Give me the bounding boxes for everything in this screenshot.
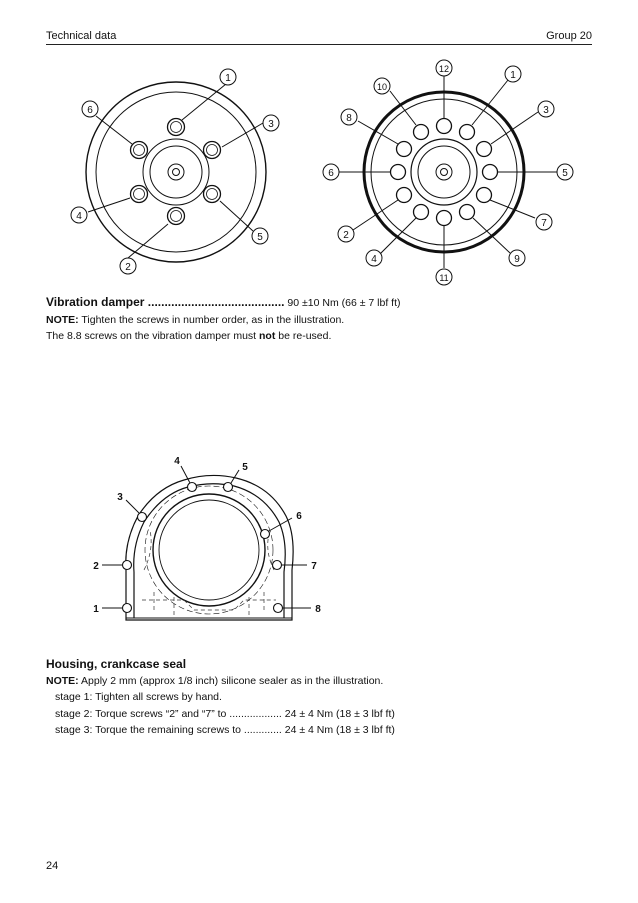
housing-bolt-6 xyxy=(261,530,270,539)
page-header xyxy=(46,30,592,42)
housing-label-6: 6 xyxy=(296,511,302,522)
damper6-label-1: 1 xyxy=(225,73,231,84)
header-group-label: Group 20 xyxy=(546,30,592,42)
housing-stage-3: stage 3: Torque the remaining screws to ............. 24 ± 4 Nm (18 ± 3 lbf ft) xyxy=(55,724,395,736)
housing-bore xyxy=(153,494,265,606)
housing-label-8: 8 xyxy=(315,604,321,615)
housing-title: Housing, crankcase seal xyxy=(46,657,187,671)
bolt-4 xyxy=(131,186,148,203)
housing-label-4: 4 xyxy=(174,456,180,467)
damper12-label-6: 6 xyxy=(328,168,334,179)
note-label: NOTE: xyxy=(46,313,79,326)
bolt-1 xyxy=(168,119,185,136)
bolt12-1 xyxy=(460,125,475,140)
bolt12-3 xyxy=(477,142,492,157)
damper-outer-rim xyxy=(86,82,266,262)
damper-inner-rim xyxy=(96,92,256,252)
bolt-2 xyxy=(168,208,185,225)
vibration-damper-leader: ......................................... xyxy=(144,295,285,309)
bolt12-11 xyxy=(437,211,452,226)
reuse-text-bold: not xyxy=(259,330,276,342)
housing-bolt-2 xyxy=(123,561,132,570)
bolt12-8 xyxy=(397,142,412,157)
housing-figure xyxy=(84,450,334,630)
housing-section xyxy=(46,656,598,739)
vibration-damper-title: Vibration damper xyxy=(46,295,145,309)
vibration-damper-section xyxy=(46,294,598,345)
damper12-label-7: 7 xyxy=(541,218,547,229)
damper12-label-1: 1 xyxy=(510,70,516,81)
damper6-label-2: 2 xyxy=(125,262,131,273)
vibration-damper-torque: 90 ±10 Nm (66 ± 7 lbf ft) xyxy=(284,297,401,309)
housing-stage-1: stage 1: Tighten all screws by hand. xyxy=(55,691,222,703)
bolt12-10 xyxy=(414,125,429,140)
bolt12-2 xyxy=(397,188,412,203)
header-section-title: Technical data xyxy=(46,30,117,42)
bolt12-9 xyxy=(460,205,475,220)
damper12-label-9: 9 xyxy=(514,254,520,265)
housing-note xyxy=(46,673,598,690)
reuse-text-post: be re-used. xyxy=(275,330,332,342)
damper12-label-10: 10 xyxy=(376,82,388,92)
housing-bolt-8 xyxy=(274,604,283,613)
vibration-damper-spec-line xyxy=(46,294,598,312)
housing-bolt-4 xyxy=(188,483,197,492)
vibration-damper-reuse-note xyxy=(46,328,598,345)
damper12-label-8: 8 xyxy=(346,113,352,124)
damper12-label-2: 2 xyxy=(343,230,349,241)
damper-12-bolt-figure xyxy=(318,58,588,290)
housing-label-2: 2 xyxy=(93,561,99,572)
housing-label-5: 5 xyxy=(242,462,248,473)
damper12-label-12: 12 xyxy=(438,64,450,74)
damper-hub-outer xyxy=(143,139,209,205)
damper6-label-6: 6 xyxy=(87,105,93,116)
damper6-label-3: 3 xyxy=(268,119,274,130)
page-number: 24 xyxy=(46,860,59,872)
housing-bolt-7 xyxy=(273,561,282,570)
bolt-6 xyxy=(131,142,148,159)
housing-note-label: NOTE: xyxy=(46,674,79,687)
damper6-label-5: 5 xyxy=(257,232,263,243)
damper12-label-5: 5 xyxy=(562,168,568,179)
header-rule xyxy=(46,44,592,45)
housing-bolt-3 xyxy=(138,513,147,522)
bolt12-6 xyxy=(391,165,406,180)
vibration-damper-note xyxy=(46,312,598,329)
housing-label-1: 1 xyxy=(93,604,99,615)
bolt-5 xyxy=(204,186,221,203)
housing-label-3: 3 xyxy=(117,492,123,503)
bolt12-12 xyxy=(437,119,452,134)
housing-bolt-1 xyxy=(123,604,132,613)
damper6-label-4: 4 xyxy=(76,211,82,222)
note-text: Tighten the screws in number order, as in the illustration. xyxy=(78,313,345,326)
housing-label-7: 7 xyxy=(311,561,317,572)
damper12-label-11: 11 xyxy=(439,273,449,283)
bolt12-4 xyxy=(414,205,429,220)
reuse-text-pre: The 8.8 screws on the vibration damper must xyxy=(46,330,260,342)
damper-hub-inner xyxy=(150,146,202,198)
damper12-hub-outer xyxy=(411,139,477,205)
damper-6-bolt-figure xyxy=(60,60,300,280)
damper12-label-4: 4 xyxy=(371,254,377,265)
housing-bolt-5 xyxy=(224,483,233,492)
bolt-3 xyxy=(204,142,221,159)
bolt12-7 xyxy=(477,188,492,203)
housing-stage-2: stage 2: Torque screws “2” and “7” to .................. 24 ± 4 Nm (18 ± 3 lbf ft) xyxy=(55,707,395,720)
bolt12-5 xyxy=(483,165,498,180)
housing-note-text: Apply 2 mm (approx 1/8 inch) silicone sealer as in the illustration. xyxy=(78,674,384,687)
damper12-label-3: 3 xyxy=(543,105,549,116)
